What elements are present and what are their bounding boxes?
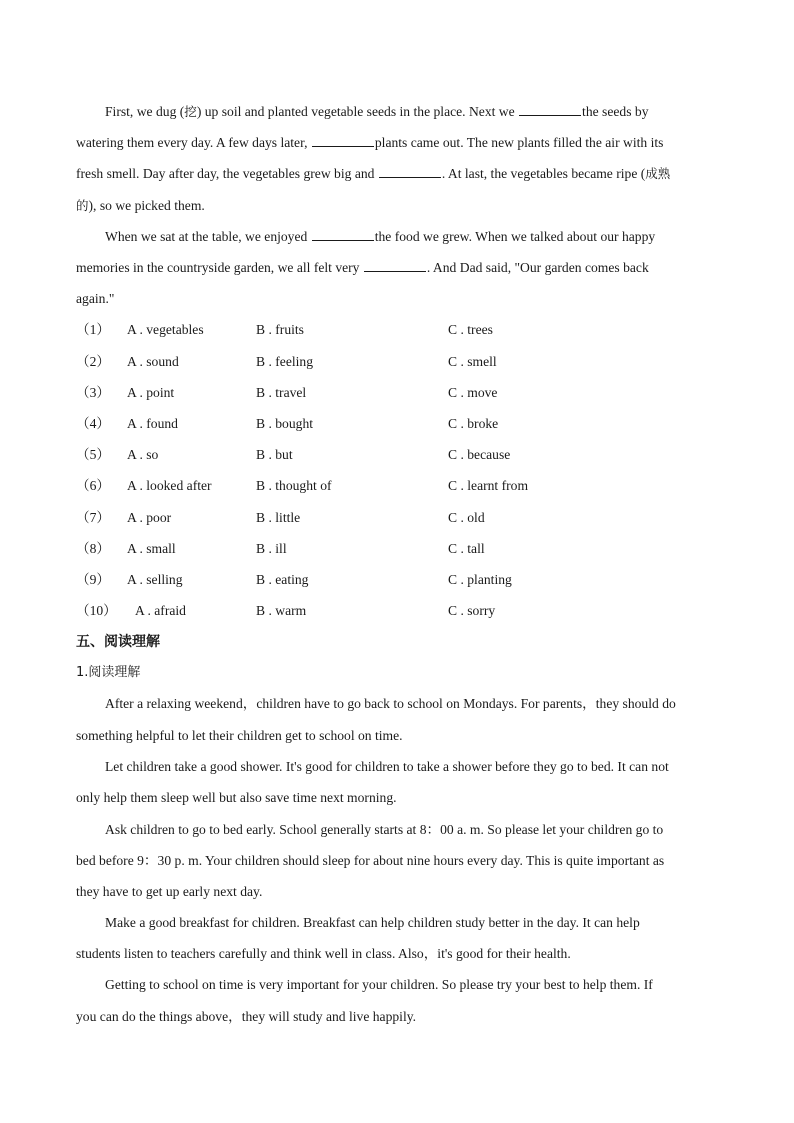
option-c[interactable]: C . because bbox=[448, 447, 511, 462]
option-row bbox=[76, 570, 726, 590]
option-row bbox=[76, 320, 726, 340]
text: the food we grew. When we talked about our happy bbox=[374, 229, 656, 244]
question-number: （7） bbox=[76, 510, 110, 525]
option-b[interactable]: B . little bbox=[256, 510, 301, 525]
reading-line: Make a good breakfast for children. Breakfast can help children study better in the day. It can help bbox=[105, 915, 640, 930]
option-b[interactable]: B . bought bbox=[256, 416, 314, 431]
text: the seeds by bbox=[582, 104, 649, 119]
passage-line bbox=[76, 258, 649, 278]
option-row bbox=[76, 352, 726, 372]
text: When we sat at the table, we enjoyed bbox=[105, 229, 311, 244]
option-c[interactable]: C . sorry bbox=[448, 603, 496, 618]
option-b[interactable]: B . ill bbox=[256, 541, 287, 556]
option-row bbox=[76, 383, 726, 403]
option-row bbox=[76, 445, 726, 465]
text: again." bbox=[76, 291, 115, 306]
text: . And Dad said, "Our garden comes back bbox=[426, 260, 649, 275]
text: . At last, the vegetables became ripe ( bbox=[441, 166, 646, 181]
reading-line: they have to get up early next day. bbox=[76, 884, 263, 899]
answer-blank[interactable] bbox=[519, 102, 581, 116]
passage-line bbox=[76, 133, 663, 153]
answer-blank[interactable] bbox=[312, 227, 374, 241]
text: watering them every day. A few days later, bbox=[76, 135, 311, 150]
text: 挖 bbox=[184, 104, 197, 119]
option-row bbox=[76, 601, 726, 621]
question-number: （1） bbox=[76, 322, 110, 337]
text: 成熟 bbox=[645, 166, 671, 181]
reading-line: only help them sleep well but also save time next morning. bbox=[76, 790, 397, 805]
option-a[interactable]: A . looked after bbox=[127, 478, 212, 493]
reading-line: students listen to teachers carefully and think well in class. Also，it's good for their health. bbox=[76, 946, 571, 961]
question-number: （5） bbox=[76, 447, 110, 462]
option-c[interactable]: C . smell bbox=[448, 354, 497, 369]
option-c[interactable]: C . old bbox=[448, 510, 485, 525]
option-a[interactable]: A . found bbox=[127, 416, 178, 431]
option-b[interactable]: B . thought of bbox=[256, 478, 332, 493]
reading-line: After a relaxing weekend，children have to go back to school on Mondays. For parents，they should do bbox=[105, 696, 676, 711]
option-a[interactable]: A . vegetables bbox=[127, 322, 204, 337]
option-c[interactable]: C . planting bbox=[448, 572, 512, 587]
reading-line: Ask children to go to bed early. School generally starts at 8：00 a. m. So please let your children go to bbox=[105, 822, 664, 837]
answer-blank[interactable] bbox=[364, 258, 426, 272]
question-number: （6） bbox=[76, 478, 110, 493]
option-c[interactable]: C . broke bbox=[448, 416, 499, 431]
question-number: （4） bbox=[76, 416, 110, 431]
option-c[interactable]: C . tall bbox=[448, 541, 485, 556]
question-number: （3） bbox=[76, 385, 110, 400]
text: 的 bbox=[76, 198, 89, 213]
text: plants came out. The new plants filled the air with its bbox=[374, 135, 664, 150]
passage-line bbox=[105, 227, 655, 247]
subsection-heading: 1.阅读理解 bbox=[76, 665, 141, 680]
option-a[interactable]: A . afraid bbox=[135, 603, 186, 618]
reading-line: something helpful to let their children get to school on time. bbox=[76, 728, 403, 743]
option-a[interactable]: A . so bbox=[127, 447, 159, 462]
option-row bbox=[76, 508, 726, 528]
reading-line: Let children take a good shower. It's good for children to take a shower before they go to bed. It can not bbox=[105, 759, 669, 774]
text: ), so we picked them. bbox=[88, 198, 205, 213]
option-a[interactable]: A . poor bbox=[127, 510, 172, 525]
section-heading: 五、阅读理解 bbox=[76, 634, 160, 650]
option-c[interactable]: C . move bbox=[448, 385, 498, 400]
passage-line bbox=[76, 164, 670, 184]
option-b[interactable]: B . but bbox=[256, 447, 293, 462]
text: ) up soil and planted vegetable seeds in the place. Next we bbox=[196, 104, 519, 119]
option-row bbox=[76, 539, 726, 559]
text: fresh smell. Day after day, the vegetables grew big and bbox=[76, 166, 378, 181]
option-b[interactable]: B . fruits bbox=[256, 322, 304, 337]
option-c[interactable]: C . learnt from bbox=[448, 478, 529, 493]
option-b[interactable]: B . travel bbox=[256, 385, 307, 400]
passage-line bbox=[76, 289, 114, 309]
reading-line: bed before 9：30 p. m. Your children should sleep for about nine hours every day. This is quite important as bbox=[76, 853, 665, 868]
option-row bbox=[76, 476, 726, 496]
question-number: （2） bbox=[76, 354, 110, 369]
option-c[interactable]: C . trees bbox=[448, 322, 493, 337]
reading-line: you can do the things above，they will study and live happily. bbox=[76, 1009, 417, 1024]
option-a[interactable]: A . sound bbox=[127, 354, 179, 369]
passage-line bbox=[76, 196, 205, 216]
question-number: （9） bbox=[76, 572, 110, 587]
question-number: （8） bbox=[76, 541, 110, 556]
option-b[interactable]: B . eating bbox=[256, 572, 309, 587]
option-b[interactable]: B . warm bbox=[256, 603, 307, 618]
option-b[interactable]: B . feeling bbox=[256, 354, 314, 369]
option-a[interactable]: A . point bbox=[127, 385, 175, 400]
reading-line: Getting to school on time is very important for your children. So please try your best to help them. If bbox=[105, 977, 653, 992]
option-a[interactable]: A . small bbox=[127, 541, 176, 556]
text: memories in the countryside garden, we all felt very bbox=[76, 260, 363, 275]
passage-line bbox=[105, 102, 649, 122]
option-a[interactable]: A . selling bbox=[127, 572, 183, 587]
answer-blank[interactable] bbox=[379, 164, 441, 178]
answer-blank[interactable] bbox=[312, 133, 374, 147]
question-number: （10） bbox=[76, 603, 117, 618]
text: First, we dug ( bbox=[105, 104, 185, 119]
option-row bbox=[76, 414, 726, 434]
